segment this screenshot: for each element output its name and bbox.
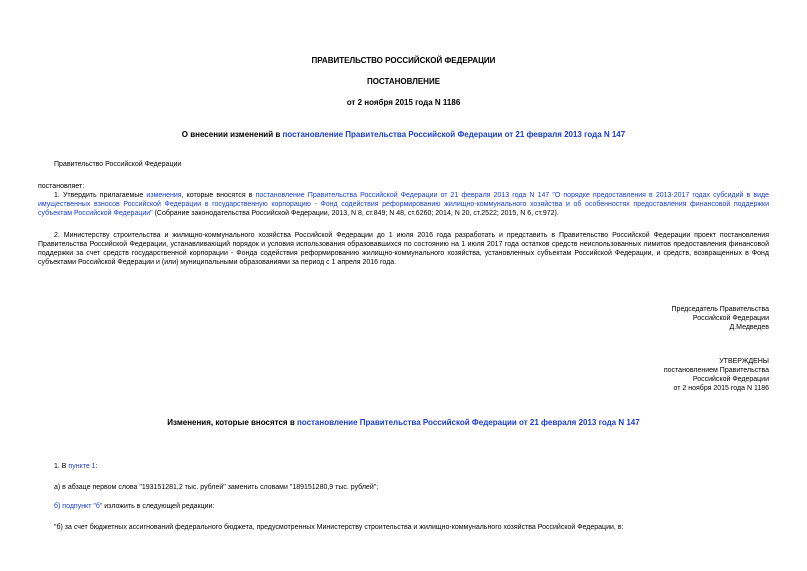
document-date: от 2 ноября 2015 года N 1186 xyxy=(346,98,461,107)
change-item-a: а) в абзаце первом слова "193151281,2 тыс. рублей" заменить словами "189151280,9 тыс. рублей"; xyxy=(54,484,379,491)
changes-title-link[interactable]: постановление Правительства Российской Федерации от 21 февраля 2013 года N 147 xyxy=(296,418,640,427)
approval-line-4: от 2 ноября 2015 года N 1186 xyxy=(673,385,769,392)
signature-line-3: Д.Медведев xyxy=(729,324,769,331)
resolves-label: постановляет: xyxy=(38,183,85,190)
approval-block xyxy=(560,357,769,393)
paragraph-2: 2. Министерству строительства и жилищно-коммунального хозяйства Российской Федерации до 1 июля 2016 года разработать и представить в Правительство Российской Федерации проект постановления Правительства Российской Федерации, устанавливающий порядок и условия использования образовавшихся по состоянию на 1 июля 2017 года остатков средств неиспользованных лимитов предоставления финансовой поддержки за счет средств государственной корпорации - Фонда содействия реформированию жилищно-коммунального хозяйства, установленных субъектам Российской Федерации, и средств, возвращенных в Фонд субъектами Российской Федерации и (или) муниципальными образованиями за период с 1 апреля 2016 года. xyxy=(38,232,769,266)
approval-line-3: Российской Федерации xyxy=(692,376,769,383)
approval-line-2: постановлением Правительства xyxy=(663,367,769,374)
change-item-b xyxy=(54,502,214,511)
document-type: ПОСТАНОВЛЕНИЕ xyxy=(366,77,441,86)
signature-line-1: Председатель Правительства xyxy=(671,306,769,313)
government-label: Правительство Российской Федерации xyxy=(54,161,182,168)
change-item-b-text: "б) за счет бюджетных ассигнований федерального бюджета, предусмотренных Министерству строительства и жилищно-коммунального хозяйства Российской Федерации, в: xyxy=(54,524,624,531)
p1-text-a: 1. Утвердить прилагаемые xyxy=(54,192,147,199)
signature-line-2: Российской Федерации xyxy=(692,315,769,322)
approval-line-1: УТВЕРЖДЕНЫ xyxy=(719,358,769,365)
signature-block xyxy=(560,305,769,332)
point-1-link[interactable]: пункте 1 xyxy=(68,463,96,470)
paragraph-1 xyxy=(38,191,769,218)
title-link[interactable]: постановление Правительства Российской Федерации от 21 февраля 2013 года N 147 xyxy=(282,130,626,139)
document-title xyxy=(0,130,807,140)
p1-text-b: , которые вносятся в xyxy=(181,192,256,199)
changes-link[interactable]: изменения xyxy=(146,192,182,199)
item1-prefix: 1. В xyxy=(54,463,69,470)
p1-text-c: (Собрание законодательства Российской Федерации, 2013, N 8, ст.849; N 48, ст.6260; 2014, N 20, ст.2522; 2015, N 6, ст.972). xyxy=(152,210,559,217)
item1-suffix: : xyxy=(95,463,98,470)
changes-title xyxy=(0,418,807,428)
item-b-rest: изложить в следующей редакции: xyxy=(102,503,215,510)
change-item-1 xyxy=(54,462,98,471)
resolution-147-link[interactable]: постановление Правительства Российской Федерации от 21 февраля 2013 года N 147 "О порядке предоставления в 2013-2017 годах субсидий в виде имущественных взносов Российской Федерации в государственную корпорацию - Фонд содействия реформированию жилищно-коммунального хозяйства и об особенностях предоставления финансовой поддержки субъектам Российской Федерации" xyxy=(38,192,769,217)
title-prefix: О внесении изменений в xyxy=(181,130,283,139)
changes-title-prefix: Изменения, которые вносятся в xyxy=(167,418,297,427)
subpoint-b-link[interactable]: б) подпункт "б" xyxy=(54,503,103,510)
government-heading: ПРАВИТЕЛЬСТВО РОССИЙСКОЙ ФЕДЕРАЦИИ xyxy=(311,56,496,65)
